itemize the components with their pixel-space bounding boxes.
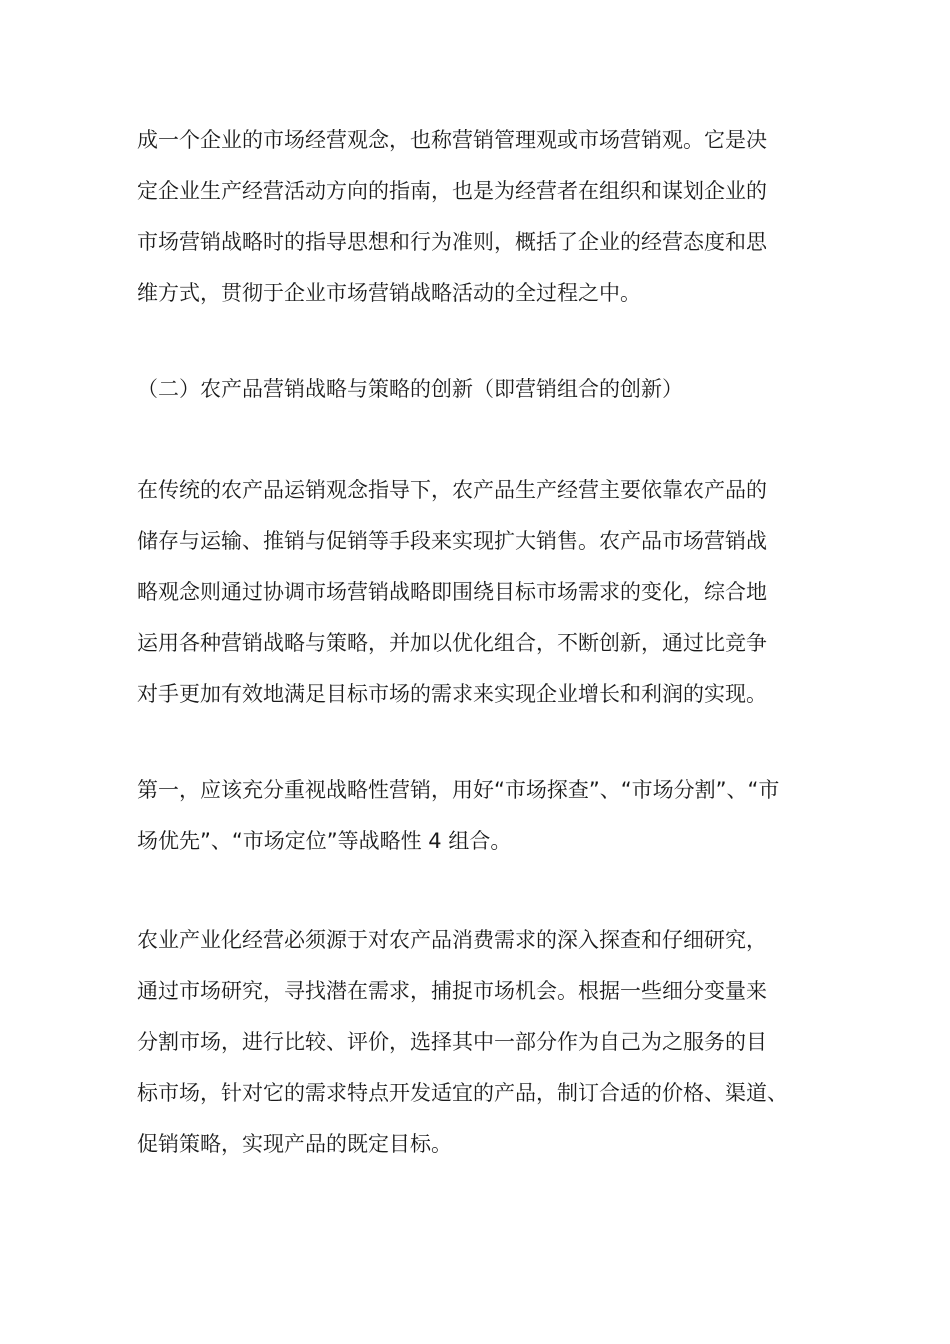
heading-line: （二）农产品营销战略与策略的创新（即营销组合的创新） [137,377,683,401]
paragraph-line: 农业产业化经营必须源于对农产品消费需求的深入探查和仔细研究， [137,928,767,952]
paragraph-1 [137,115,813,319]
paragraph-line: 促销策略，实现产品的既定目标。 [137,1132,452,1156]
paragraph-line: 分割市场，进行比较、评价，选择其中一部分作为自己为之服务的目 [137,1030,767,1054]
paragraph-line: 运用各种营销战略与策略，并加以优化组合，不断创新，通过比竞争 [137,631,767,655]
paragraph-line: 市场营销战略时的指导思想和行为准则，概括了企业的经营态度和思 [137,230,767,254]
paragraph-line: 储存与运输、推销与促销等手段来实现扩大销售。农产品市场营销战 [137,529,767,553]
paragraph-line: 在传统的农产品运销观念指导下，农产品生产经营主要依靠农产品的 [137,478,767,502]
section-heading [137,364,813,415]
paragraph-5 [137,915,813,1170]
paragraph-line: 场优先”、“市场定位”等战略性 4 组合。 [137,829,512,853]
paragraph-line: 标市场，针对它的需求特点开发适宜的产品，制订合适的价格、渠道、 [137,1081,788,1105]
paragraph-line: 对手更加有效地满足目标市场的需求来实现企业增长和利润的实现。 [137,682,767,706]
paragraph-line: 略观念则通过协调市场营销战略即围绕目标市场需求的变化，综合地 [137,580,767,604]
paragraph-3 [137,465,813,720]
paragraph-line: 第一，应该充分重视战略性营销，用好“市场探查”、“市场分割”、“市 [137,778,780,802]
paragraph-line: 成一个企业的市场经营观念，也称营销管理观或市场营销观。它是决 [137,128,767,152]
paragraph-4 [137,765,813,867]
paragraph-line: 通过市场研究，寻找潜在需求，捕捉市场机会。根据一些细分变量来 [137,979,767,1003]
paragraph-line: 维方式，贯彻于企业市场营销战略活动的全过程之中。 [137,281,641,305]
paragraph-line: 定企业生产经营活动方向的指南，也是为经营者在组织和谋划企业的 [137,179,767,203]
